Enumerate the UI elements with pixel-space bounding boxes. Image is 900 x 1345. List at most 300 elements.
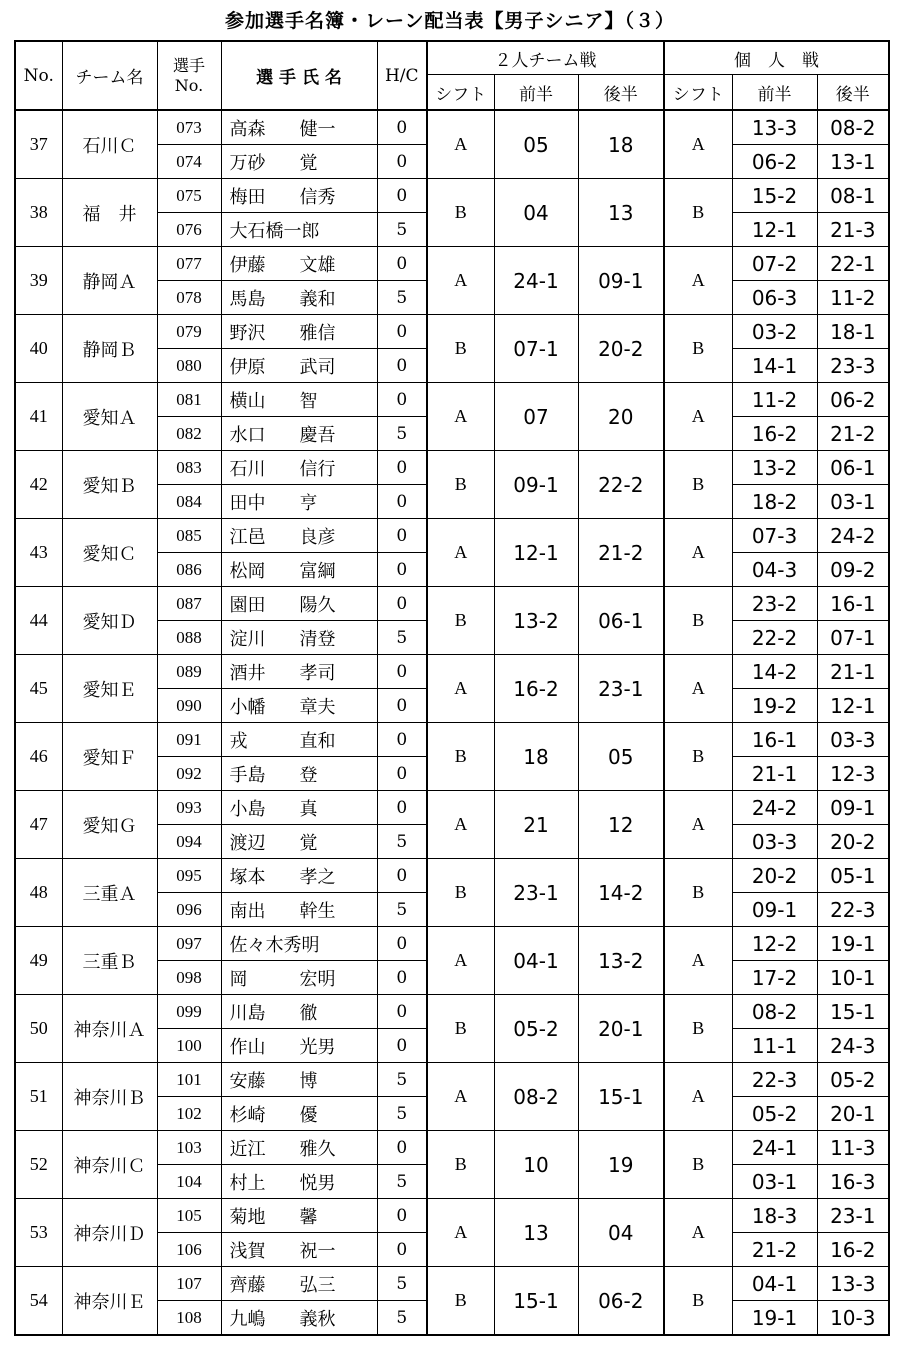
individual-first-lane: 03-1	[732, 1165, 817, 1199]
player-name	[221, 621, 377, 655]
player-number: 077	[157, 247, 221, 281]
individual-first-lane: 17-2	[732, 961, 817, 995]
table-row	[15, 723, 889, 757]
player-name	[221, 247, 377, 281]
player-name	[221, 1131, 377, 1165]
player-hc: 5	[377, 1165, 427, 1199]
player-given-name: 亨	[299, 492, 318, 514]
player-name	[221, 1301, 377, 1336]
player-name	[221, 1097, 377, 1131]
individual-second-lane: 22-1	[817, 247, 889, 281]
player-given-name: 馨	[299, 1206, 318, 1228]
player-family-name: 馬島	[229, 288, 266, 310]
table-row	[15, 995, 889, 1029]
pair-first-lane: 05	[494, 110, 578, 179]
pair-second-lane: 06-1	[578, 587, 664, 655]
table-row	[15, 519, 889, 553]
player-family-name: 伊藤	[229, 254, 266, 276]
pair-second-lane: 22-2	[578, 451, 664, 519]
team-name: 神奈川Ｂ	[62, 1063, 157, 1131]
player-given-name: 武司	[299, 356, 336, 378]
player-family-name: 手島	[229, 764, 266, 786]
individual-first-lane: 06-3	[732, 281, 817, 315]
individual-second-lane: 10-1	[817, 961, 889, 995]
individual-first-lane: 21-1	[732, 757, 817, 791]
player-given-name: 幹生	[299, 900, 336, 922]
individual-shift: A	[664, 655, 732, 723]
player-given-name: 博	[299, 1070, 318, 1092]
individual-first-lane: 16-2	[732, 417, 817, 451]
player-given-name: 孝之	[299, 866, 336, 888]
player-given-name: 悦男	[299, 1172, 336, 1194]
individual-shift: A	[664, 1199, 732, 1267]
individual-shift: B	[664, 1131, 732, 1199]
player-name	[221, 689, 377, 723]
table-row	[15, 1267, 889, 1301]
individual-shift: A	[664, 247, 732, 315]
player-hc: 5	[377, 1063, 427, 1097]
player-hc: 0	[377, 927, 427, 961]
pair-second-lane: 13-2	[578, 927, 664, 995]
individual-second-lane: 11-3	[817, 1131, 889, 1165]
individual-second-lane: 22-3	[817, 893, 889, 927]
player-name	[221, 1063, 377, 1097]
player-family-name: 作山	[229, 1036, 266, 1058]
team-number: 44	[15, 587, 62, 655]
player-hc: 0	[377, 145, 427, 179]
player-hc: 0	[377, 315, 427, 349]
player-given-name: 祝一	[299, 1240, 336, 1262]
player-name	[221, 145, 377, 179]
pair-shift: B	[427, 315, 494, 383]
player-name	[221, 757, 377, 791]
player-number: 103	[157, 1131, 221, 1165]
individual-shift: A	[664, 519, 732, 587]
pair-first-lane: 05-2	[494, 995, 578, 1063]
team-name: 福 井	[62, 179, 157, 247]
player-hc: 0	[377, 1131, 427, 1165]
individual-second-lane: 11-2	[817, 281, 889, 315]
header-individual-event: 個 人 戦	[664, 41, 889, 75]
individual-second-lane: 20-1	[817, 1097, 889, 1131]
header-ind-shift: シフト	[664, 75, 732, 111]
player-family-name: 小幡	[229, 696, 266, 718]
player-name	[221, 485, 377, 519]
individual-second-lane: 21-2	[817, 417, 889, 451]
pair-second-lane: 23-1	[578, 655, 664, 723]
player-number: 099	[157, 995, 221, 1029]
team-number: 47	[15, 791, 62, 859]
pair-shift: B	[427, 179, 494, 247]
player-hc: 0	[377, 1199, 427, 1233]
player-family-name: 安藤	[229, 1070, 266, 1092]
player-family-name: 野沢	[229, 322, 266, 344]
header-pair-first: 前半	[494, 75, 578, 111]
pair-second-lane: 20	[578, 383, 664, 451]
player-family-name: 江邑	[229, 526, 266, 548]
individual-first-lane: 21-2	[732, 1233, 817, 1267]
player-given-name: 優	[299, 1104, 318, 1126]
individual-second-lane: 13-3	[817, 1267, 889, 1301]
player-given-name: 信行	[299, 458, 336, 480]
player-name	[221, 383, 377, 417]
individual-first-lane: 03-2	[732, 315, 817, 349]
player-family-name: 塚本	[229, 866, 266, 888]
pair-first-lane: 13-2	[494, 587, 578, 655]
team-number: 42	[15, 451, 62, 519]
header-pair-second: 後半	[578, 75, 664, 111]
player-name	[221, 315, 377, 349]
individual-first-lane: 19-1	[732, 1301, 817, 1336]
team-name: 神奈川Ｅ	[62, 1267, 157, 1336]
player-family-name: 大石橋一郎	[229, 220, 320, 242]
header-player-no-line1: 選手	[172, 55, 205, 75]
player-family-name: 渡辺	[229, 832, 266, 854]
pair-second-lane: 04	[578, 1199, 664, 1267]
pair-shift: A	[427, 383, 494, 451]
player-given-name: 覚	[299, 152, 318, 174]
individual-second-lane: 10-3	[817, 1301, 889, 1336]
team-number: 49	[15, 927, 62, 995]
table-row	[15, 587, 889, 621]
header-ind-first: 前半	[732, 75, 817, 111]
player-given-name: 文雄	[299, 254, 336, 276]
player-name	[221, 179, 377, 213]
individual-first-lane: 04-1	[732, 1267, 817, 1301]
player-number: 075	[157, 179, 221, 213]
player-number: 104	[157, 1165, 221, 1199]
player-number: 087	[157, 587, 221, 621]
player-family-name: 酒井	[229, 662, 266, 684]
header-player-no-line2: No.	[174, 75, 204, 95]
individual-second-lane: 12-1	[817, 689, 889, 723]
individual-second-lane: 13-1	[817, 145, 889, 179]
player-number: 108	[157, 1301, 221, 1336]
pair-shift: B	[427, 1267, 494, 1336]
player-given-name: 孝司	[299, 662, 336, 684]
roster-table	[14, 40, 890, 1336]
pair-second-lane: 13	[578, 179, 664, 247]
pair-shift: A	[427, 927, 494, 995]
player-number: 076	[157, 213, 221, 247]
player-number: 096	[157, 893, 221, 927]
pair-first-lane: 08-2	[494, 1063, 578, 1131]
pair-shift: B	[427, 587, 494, 655]
player-given-name: 直和	[299, 730, 336, 752]
pair-second-lane: 05	[578, 723, 664, 791]
player-name	[221, 1165, 377, 1199]
player-number: 073	[157, 110, 221, 145]
individual-first-lane: 07-2	[732, 247, 817, 281]
player-number: 085	[157, 519, 221, 553]
individual-first-lane: 03-3	[732, 825, 817, 859]
individual-shift: B	[664, 315, 732, 383]
individual-second-lane: 24-2	[817, 519, 889, 553]
individual-first-lane: 13-3	[732, 110, 817, 145]
pair-shift: B	[427, 723, 494, 791]
team-number: 48	[15, 859, 62, 927]
team-number: 39	[15, 247, 62, 315]
pair-second-lane: 18	[578, 110, 664, 179]
table-row	[15, 179, 889, 213]
player-number: 079	[157, 315, 221, 349]
team-name: 愛知Ｇ	[62, 791, 157, 859]
team-name: 神奈川Ｃ	[62, 1131, 157, 1199]
pair-second-lane: 21-2	[578, 519, 664, 587]
player-name	[221, 893, 377, 927]
player-hc: 0	[377, 1233, 427, 1267]
individual-first-lane: 24-2	[732, 791, 817, 825]
individual-second-lane: 05-2	[817, 1063, 889, 1097]
individual-first-lane: 22-3	[732, 1063, 817, 1097]
player-number: 082	[157, 417, 221, 451]
individual-second-lane: 16-2	[817, 1233, 889, 1267]
player-family-name: 高森	[229, 118, 266, 140]
team-name: 静岡Ａ	[62, 247, 157, 315]
player-name	[221, 859, 377, 893]
table-row	[15, 451, 889, 485]
player-family-name: 伊原	[229, 356, 266, 378]
player-given-name: 登	[299, 764, 318, 786]
pair-second-lane: 06-2	[578, 1267, 664, 1336]
player-given-name: 健一	[299, 118, 336, 140]
team-number: 41	[15, 383, 62, 451]
player-hc: 0	[377, 349, 427, 383]
player-hc: 0	[377, 519, 427, 553]
individual-second-lane: 21-3	[817, 213, 889, 247]
player-family-name: 村上	[229, 1172, 266, 1194]
player-number: 093	[157, 791, 221, 825]
player-hc: 0	[377, 1029, 427, 1063]
pair-first-lane: 13	[494, 1199, 578, 1267]
player-hc: 0	[377, 383, 427, 417]
player-family-name: 浅賀	[229, 1240, 266, 1262]
player-number: 090	[157, 689, 221, 723]
header-player-name: 選 手 氏 名	[221, 41, 377, 110]
pair-first-lane: 15-1	[494, 1267, 578, 1336]
player-family-name: 戎	[229, 730, 248, 752]
header-hc: H/C	[377, 41, 427, 110]
player-name	[221, 349, 377, 383]
individual-first-lane: 12-2	[732, 927, 817, 961]
team-number: 40	[15, 315, 62, 383]
player-name	[221, 110, 377, 145]
player-hc: 0	[377, 689, 427, 723]
player-given-name: 雅信	[299, 322, 336, 344]
player-name	[221, 1233, 377, 1267]
player-name	[221, 553, 377, 587]
individual-first-lane: 15-2	[732, 179, 817, 213]
pair-first-lane: 09-1	[494, 451, 578, 519]
player-number: 100	[157, 1029, 221, 1063]
player-family-name: 松岡	[229, 560, 266, 582]
player-number: 107	[157, 1267, 221, 1301]
team-number: 45	[15, 655, 62, 723]
table-row	[15, 247, 889, 281]
player-number: 088	[157, 621, 221, 655]
player-given-name: 富綱	[299, 560, 336, 582]
header-team: チーム名	[62, 41, 157, 110]
player-family-name: 佐々木秀明	[229, 934, 320, 956]
individual-shift: A	[664, 927, 732, 995]
table-row	[15, 1063, 889, 1097]
player-hc: 0	[377, 247, 427, 281]
individual-first-lane: 23-2	[732, 587, 817, 621]
table-row	[15, 110, 889, 145]
player-number: 078	[157, 281, 221, 315]
player-family-name: 近江	[229, 1138, 266, 1160]
player-family-name: 淀川	[229, 628, 266, 650]
player-family-name: 岡	[229, 968, 248, 990]
player-name	[221, 281, 377, 315]
pair-shift: A	[427, 1063, 494, 1131]
player-hc: 5	[377, 825, 427, 859]
player-family-name: 杉崎	[229, 1104, 266, 1126]
individual-second-lane: 12-3	[817, 757, 889, 791]
player-number: 102	[157, 1097, 221, 1131]
page-title: 参加選手名簿・レーン配当表【男子シニア】（３）	[224, 10, 676, 32]
player-given-name: 良彦	[299, 526, 336, 548]
pair-shift: A	[427, 1199, 494, 1267]
player-family-name: 菊地	[229, 1206, 266, 1228]
player-given-name: 義和	[299, 288, 336, 310]
individual-second-lane: 20-2	[817, 825, 889, 859]
player-number: 080	[157, 349, 221, 383]
player-number: 091	[157, 723, 221, 757]
pair-first-lane: 07	[494, 383, 578, 451]
player-name	[221, 519, 377, 553]
individual-second-lane: 09-2	[817, 553, 889, 587]
player-hc: 0	[377, 757, 427, 791]
individual-first-lane: 19-2	[732, 689, 817, 723]
team-name: 石川Ｃ	[62, 110, 157, 179]
team-name: 愛知Ｄ	[62, 587, 157, 655]
player-hc: 5	[377, 621, 427, 655]
player-number: 092	[157, 757, 221, 791]
player-given-name: 真	[299, 798, 318, 820]
individual-second-lane: 19-1	[817, 927, 889, 961]
player-name	[221, 1029, 377, 1063]
individual-first-lane: 18-3	[732, 1199, 817, 1233]
player-name	[221, 587, 377, 621]
player-name	[221, 1267, 377, 1301]
individual-first-lane: 20-2	[732, 859, 817, 893]
player-number: 094	[157, 825, 221, 859]
player-given-name: 徹	[299, 1002, 318, 1024]
team-name: 愛知Ｂ	[62, 451, 157, 519]
player-hc: 5	[377, 1267, 427, 1301]
individual-first-lane: 11-2	[732, 383, 817, 417]
pair-first-lane: 16-2	[494, 655, 578, 723]
player-hc: 0	[377, 179, 427, 213]
individual-second-lane: 23-3	[817, 349, 889, 383]
individual-second-lane: 07-1	[817, 621, 889, 655]
player-number: 106	[157, 1233, 221, 1267]
individual-second-lane: 16-1	[817, 587, 889, 621]
individual-shift: A	[664, 383, 732, 451]
pair-first-lane: 24-1	[494, 247, 578, 315]
player-given-name: 慶吾	[299, 424, 336, 446]
player-number: 081	[157, 383, 221, 417]
individual-second-lane: 21-1	[817, 655, 889, 689]
individual-second-lane: 06-2	[817, 383, 889, 417]
player-family-name: 川島	[229, 1002, 266, 1024]
player-hc: 5	[377, 1301, 427, 1336]
individual-first-lane: 06-2	[732, 145, 817, 179]
player-number: 089	[157, 655, 221, 689]
individual-shift: B	[664, 451, 732, 519]
player-family-name: 小島	[229, 798, 266, 820]
individual-second-lane: 06-1	[817, 451, 889, 485]
individual-second-lane: 18-1	[817, 315, 889, 349]
individual-first-lane: 13-2	[732, 451, 817, 485]
header-player-no	[157, 41, 221, 110]
player-hc: 5	[377, 1097, 427, 1131]
player-hc: 5	[377, 893, 427, 927]
player-name	[221, 791, 377, 825]
pair-second-lane: 15-1	[578, 1063, 664, 1131]
header-no: No.	[15, 41, 62, 110]
player-hc: 0	[377, 553, 427, 587]
individual-shift: B	[664, 995, 732, 1063]
team-number: 46	[15, 723, 62, 791]
pair-first-lane: 04-1	[494, 927, 578, 995]
individual-first-lane: 09-1	[732, 893, 817, 927]
individual-second-lane: 05-1	[817, 859, 889, 893]
individual-first-lane: 05-2	[732, 1097, 817, 1131]
individual-first-lane: 07-3	[732, 519, 817, 553]
player-hc: 0	[377, 485, 427, 519]
player-given-name: 雅久	[299, 1138, 336, 1160]
player-family-name: 石川	[229, 458, 266, 480]
individual-first-lane: 14-2	[732, 655, 817, 689]
individual-second-lane: 08-2	[817, 110, 889, 145]
player-number: 083	[157, 451, 221, 485]
individual-first-lane: 12-1	[732, 213, 817, 247]
table-row	[15, 383, 889, 417]
player-name	[221, 417, 377, 451]
player-hc: 5	[377, 281, 427, 315]
individual-first-lane: 04-3	[732, 553, 817, 587]
individual-shift: A	[664, 791, 732, 859]
team-number: 50	[15, 995, 62, 1063]
team-number: 37	[15, 110, 62, 179]
player-name	[221, 825, 377, 859]
player-hc: 0	[377, 655, 427, 689]
player-family-name: 南出	[229, 900, 266, 922]
team-name: 愛知Ｆ	[62, 723, 157, 791]
player-family-name: 水口	[229, 424, 266, 446]
pair-second-lane: 09-1	[578, 247, 664, 315]
player-hc: 0	[377, 723, 427, 757]
individual-shift: B	[664, 859, 732, 927]
player-number: 101	[157, 1063, 221, 1097]
individual-second-lane: 03-3	[817, 723, 889, 757]
player-given-name: 信秀	[299, 186, 336, 208]
pair-shift: B	[427, 859, 494, 927]
individual-shift: B	[664, 587, 732, 655]
player-number: 086	[157, 553, 221, 587]
team-number: 43	[15, 519, 62, 587]
team-name: 静岡Ｂ	[62, 315, 157, 383]
pair-second-lane: 12	[578, 791, 664, 859]
player-number: 095	[157, 859, 221, 893]
pair-shift: A	[427, 247, 494, 315]
individual-shift: A	[664, 110, 732, 179]
table-row	[15, 315, 889, 349]
pair-second-lane: 19	[578, 1131, 664, 1199]
player-hc: 0	[377, 587, 427, 621]
